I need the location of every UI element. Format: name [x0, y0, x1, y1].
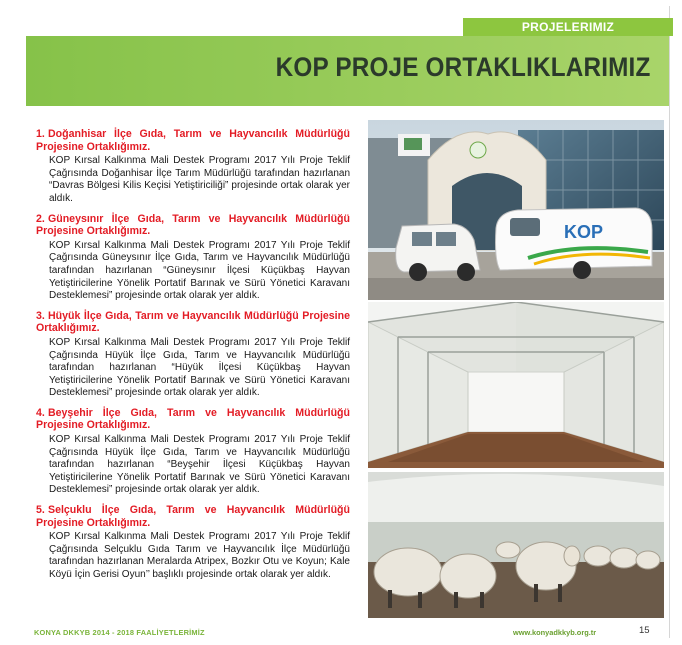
section-tab: PROJELERIMIZ	[463, 18, 673, 36]
entry-body: KOP Kırsal Kalkınma Mali Destek Programı 2017 Yılı Proje Teklif Çağrısında Doğanhisar İlçe Tarım Müdürlüğü tarafından hazırlanan “Davras Bölgesi Kilis Keçisi Yetiştiriciliği” projesinde ortak olarak yer aldık.	[49, 155, 350, 204]
entry-title: Doğanhisar İlçe Gıda, Tarım ve Hayvancılık Müdürlüğü Projesine Ortaklığımız.	[36, 128, 350, 153]
entry-number: 1.	[36, 128, 45, 140]
entry-body: KOP Kırsal Kalkınma Mali Destek Programı 2017 Yılı Proje Teklif Çağrısında Selçuklu Gıda Tarım ve Hayvancılık İlçe Müdürlüğü tarafından hazırlanan Meralarda Atripex, Bozkır Otu ve Koyun; Kale Köyü İçin Gerisi Oyun’’ başlıklı projesinde ortak olarak yer aldık.	[49, 531, 350, 580]
photo-sheep	[368, 472, 664, 618]
entry-3	[36, 310, 350, 400]
caravan-illustration	[368, 120, 664, 300]
page-number: 15	[639, 625, 650, 636]
sheep-illustration	[368, 472, 664, 618]
entry-title: Beyşehir İlçe Gıda, Tarım ve Hayvancılık Müdürlüğü Projesine Ortaklığımız.	[36, 406, 350, 432]
entry-body: KOP Kırsal Kalkınma Mali Destek Programı 2017 Yılı Proje Teklif Çağrısında Hüyük İlçe Gıda, Tarım ve Hayvancılık Müdürlüğü tarafından hazırlanan “Beyşehir İlçesi Küçükbaş Hayvan Yetiştiricilerine Yönelik Portatif Barınak ve Sürü Yönetici Karavanı Desteklemesi” projesinde ortak olarak yer aldık.	[49, 434, 350, 496]
entry-number: 5.	[36, 504, 45, 517]
entry-heading	[36, 310, 350, 335]
entry-number: 2.	[36, 212, 45, 225]
entries-column	[36, 128, 350, 589]
header-band	[26, 36, 669, 106]
entry-heading	[36, 504, 350, 529]
document-page	[8, 6, 670, 638]
entry-5	[36, 504, 350, 582]
entry-1	[36, 128, 350, 206]
entry-4	[36, 407, 350, 497]
entry-body: KOP Kırsal Kalkınma Mali Destek Programı 2017 Yılı Proje Teklif Çağrısında Güneysınır İlçe Gıda, Tarım ve Hayvancılık Müdürlüğü tarafından hazırlanan “Güneysınır İlçesi Küçükbaş Hayvan Yetiştiricilerine Yönelik Portatif Barınak ve Sürü Yönetici Karavanı Desteklemesi” projesinde ortak olarak yer aldık.	[49, 239, 350, 302]
entry-heading	[36, 407, 350, 432]
photo-tent	[368, 302, 664, 468]
entry-heading	[36, 128, 350, 153]
entry-2	[36, 213, 350, 303]
page-title: KOP PROJE ORTAKLIKLARIMIZ	[276, 52, 651, 82]
entry-title: Hüyük İlçe Gıda, Tarım ve Hayvancılık Müdürlüğü Projesine Ortaklığımız.	[36, 309, 350, 335]
footer-website-link[interactable]: www.konyadkkyb.org.tr	[513, 628, 597, 637]
entry-title: Selçuklu İlçe Gıda, Tarım ve Hayvancılık Müdürlüğü Projesine Ortaklığımız.	[36, 504, 350, 529]
entry-number: 4.	[36, 406, 45, 419]
footer-left: KONYA DKKYB 2014 - 2018 FAALİYETLERİMİZ	[34, 628, 205, 637]
entry-body: KOP Kırsal Kalkınma Mali Destek Programı 2017 Yılı Proje Teklif Çağrısında Hüyük İlçe Gıda, Tarım ve Hayvancılık Müdürlüğü tarafından hazırlanan “Hüyük İlçesi Küçükbaş Hayvan Yetiştiricilerine Yönelik Portatif Barınak ve Sürü Yönetici Karavanı Desteklemesi” projesinde ortak olarak yer aldık.	[49, 336, 350, 399]
entry-title: Güneysınır İlçe Gıda, Tarım ve Hayvancılık Müdürlüğü Projesine Ortaklığımız.	[36, 212, 350, 238]
tent-illustration	[368, 302, 664, 468]
caravan-logo-text: KOP	[564, 222, 604, 242]
entry-heading	[36, 213, 350, 238]
photo-caravan	[368, 120, 664, 300]
entry-number: 3.	[36, 309, 45, 322]
